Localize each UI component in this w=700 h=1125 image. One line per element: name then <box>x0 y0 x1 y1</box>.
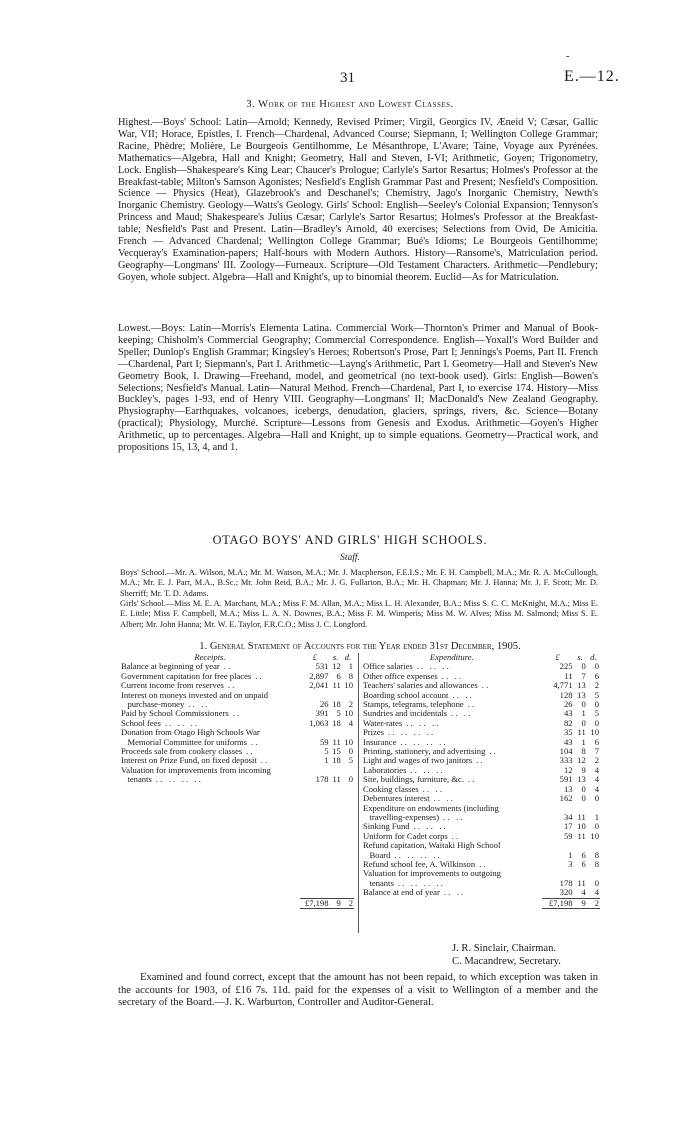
document-id: E.—12. <box>564 68 620 85</box>
expenditure-item-leader: . . . . <box>443 811 463 822</box>
expenditure-amount-s: 13 <box>577 774 586 785</box>
expenditure-total-row <box>362 898 600 908</box>
expenditure-amount-d: 4 <box>594 783 599 794</box>
expenditure-item-leader: . . <box>481 680 489 691</box>
expenditure-item-label: travelling-expenses) <box>363 811 440 822</box>
expenditure-item-label: Sundries and incidentals <box>363 708 448 719</box>
receipts-amount-l: 531 <box>315 661 329 672</box>
receipts-spacer-cell <box>120 841 354 850</box>
column-divider <box>358 653 359 933</box>
receipts-amount-l: 59 <box>319 736 329 747</box>
receipts-spacer-cell <box>120 785 354 794</box>
receipts-amount-s: 11 <box>332 680 341 691</box>
expenditure-amount-d: 0 <box>594 699 599 710</box>
expenditure-amount-d: 0 <box>594 793 599 804</box>
expenditure-item-label: Printing, stationery, and advertising <box>363 746 486 757</box>
receipts-item-label: tenants <box>121 774 152 785</box>
expenditure-amount-s: 8 <box>581 746 586 757</box>
expenditure-item-leader: . . . . . . <box>410 764 443 775</box>
expenditure-amount-d: 0 <box>594 877 599 888</box>
expenditure-amount-l: 104 <box>559 746 573 757</box>
expenditure-amount-d: 2 <box>594 680 599 691</box>
receipts-amount-d: 1 <box>348 661 353 672</box>
receipts-amount-s: 12 <box>332 661 341 672</box>
expenditure-item-leader: . . <box>479 858 486 869</box>
receipts-table <box>120 653 354 909</box>
expenditure-item-label: Teachers' salaries and allowances <box>363 680 478 691</box>
expenditure-item-leader: . . . . . . . . <box>400 736 446 747</box>
receipts-spacer-row <box>120 841 354 850</box>
receipts-item-label: purchase-money <box>121 699 185 710</box>
expenditure-amount-d: 6 <box>594 736 599 747</box>
receipts-spacer-cell <box>120 869 354 878</box>
pence-header: d. <box>344 652 352 662</box>
expenditure-amount-s: 0 <box>581 783 586 794</box>
receipts-item-leader: . . <box>232 708 240 719</box>
expenditure-amount-s: 9 <box>581 764 586 775</box>
pence-header: d. <box>590 652 597 662</box>
receipts-spacer-cell <box>120 879 354 888</box>
receipts-spacer-row <box>120 860 354 869</box>
receipts-amount-s: 15 <box>332 746 341 757</box>
expenditure-amount-s: 12 <box>577 755 586 766</box>
expenditure-amount-l: 225 <box>559 661 573 672</box>
accounts-title: 1. General Statement of Accounts for the Year ended 31st December, 1905. <box>199 641 521 652</box>
expenditure-item-label: Insurance <box>363 736 397 747</box>
receipts-amount-d: 10 <box>344 736 353 747</box>
section-heading: 3. Work of the Highest and Lowest Classes. <box>246 99 454 110</box>
receipts-item-label: School fees <box>121 717 161 728</box>
expenditure-amount-s: 11 <box>577 727 586 738</box>
expenditure-item-label: Board <box>363 849 391 860</box>
receipts-item-leader: . . . . . . . . <box>155 774 201 785</box>
expenditure-item-leader: . . . . . . <box>416 661 449 672</box>
receipts-item-label: Balance at beginning of year <box>121 661 220 672</box>
expenditure-amount-l: 4,771 <box>553 680 573 691</box>
expenditure-amount-d: 4 <box>594 887 599 898</box>
receipts-spacer-row <box>120 879 354 888</box>
audit-note: Examined and found correct, except that the amount has not been repaid, to which exception was taken in the accounts for 1903, of £16 7s. 11d. paid for the expenses of a visit to Wellington of a member and the secretary of the Board.—J. K. Warburton, Controller and Auditor-General. <box>118 972 598 1009</box>
receipts-amount-l: 391 <box>315 708 329 719</box>
expenditure-amount-l: 333 <box>559 755 573 766</box>
expenditure-item-leader: . . . . <box>443 887 464 898</box>
expenditure-amount-l: 11 <box>564 670 573 681</box>
expenditure-amount-s: 4 <box>581 887 586 898</box>
expenditure-amount-l: 35 <box>563 727 573 738</box>
receipts-total-s: 9 <box>330 898 342 908</box>
receipts-item-leader: . . <box>223 661 231 672</box>
receipts-spacer-cell <box>120 813 354 822</box>
expenditure-amount-s: 11 <box>577 877 586 888</box>
expenditure-amount-s: 11 <box>577 811 586 822</box>
receipts-spacer-cell <box>120 794 354 803</box>
expenditure-amount-d: 10 <box>590 830 599 841</box>
receipts-item-leader: . . . . <box>188 699 208 710</box>
expenditure-amount-d: 0 <box>594 717 599 728</box>
receipts-item-leader: . . <box>246 746 253 757</box>
receipts-item-label: Interest on Prize Fund, on fixed deposit <box>121 755 257 766</box>
receipts-total-d: 2 <box>342 898 354 908</box>
receipts-spacer-cell <box>120 832 354 841</box>
expenditure-amount-s: 13 <box>577 680 586 691</box>
expenditure-amount-d: 6 <box>594 670 599 681</box>
expenditure-amount-s: 7 <box>581 670 586 681</box>
expenditure-amount-l: 12 <box>563 764 573 775</box>
expenditure-item-label: Office salaries <box>363 661 413 672</box>
expenditure-item-leader: . . . . . . . . <box>394 849 440 860</box>
expenditure-item-leader: . . . . . . . . <box>388 727 434 738</box>
top-mark: - <box>566 50 570 62</box>
receipts-spacer-cell <box>120 851 354 860</box>
expenditure-amount-l: 178 <box>559 877 573 888</box>
receipts-item-leader: . . <box>260 755 268 766</box>
expenditure-item-label: Boarding school account <box>363 689 449 700</box>
expenditure-item-leader: . . . . <box>433 793 453 804</box>
receipts-item-label: Donation from Otago High Schools War <box>121 727 260 738</box>
pound-header: £ <box>312 652 317 662</box>
receipts-spacer-row <box>120 794 354 803</box>
receipts-spacer-row <box>120 822 354 831</box>
expenditure-total-l: £7,198 <box>542 898 574 908</box>
expenditure-item-label: Refund school fee, A. Wilkinson <box>363 858 476 869</box>
receipts-amount-s: 18 <box>332 755 341 766</box>
receipts-row <box>120 775 354 784</box>
expenditure-item-leader: . . <box>467 699 475 710</box>
expenditure-amount-l: 59 <box>563 830 573 841</box>
expenditure-item-label: tenants <box>363 877 394 888</box>
receipts-amount-d: 4 <box>348 717 353 728</box>
expenditure-amount-d: 4 <box>594 774 599 785</box>
school-title: OTAGO BOYS' AND GIRLS' HIGH SCHOOLS. <box>212 533 488 547</box>
expenditure-item-label: Balance at end of year <box>363 887 440 898</box>
receipts-spacer-row <box>120 888 354 898</box>
expenditure-item-label: Light and wages of two janitors <box>363 755 473 766</box>
expenditure-amount-d: 1 <box>594 811 599 822</box>
expenditure-item-label: Cooking classes <box>363 783 419 794</box>
expenditure-amount-l: 3 <box>568 858 573 869</box>
receipts-amount-d: 2 <box>348 699 353 710</box>
expenditure-amount-d: 4 <box>594 764 599 775</box>
receipts-spacer-row <box>120 869 354 878</box>
receipts-spacer-cell <box>120 888 354 898</box>
expenditure-item-label: Laboratories <box>363 764 407 775</box>
receipts-total-blank <box>120 898 300 908</box>
expenditure-amount-s: 6 <box>581 858 586 869</box>
receipts-spacer-cell <box>120 860 354 869</box>
expenditure-total-d: 2 <box>587 898 600 908</box>
receipts-total-row <box>120 898 354 908</box>
expenditure-item-leader: . . . . . . <box>413 821 446 832</box>
highest-classes-paragraph: Highest.—Boys' School: Latin—Arnold; Kennedy, Revised Primer; Virgil, Georgics IV, Æneid V; Cæsar, Gallic War, VII; Horace, Epistles, I. French—Chardenal, Advanced Course; Siepmann, I; Wellington College Grammar; Racine, Phèdre; Molière, Le Bourgeois Gentilhomme, Le Mésanthrope, L'Avare; Taine, Voyage aux Pyrénées. Mathematics—Algebra, Hall and Knight; Geometry, Hall and Steven, I-VI; Arithmetic, Goyen; Trigonometry, Lock. English—Shakespeare's King Lear; Chaucer's Prologue; Carlyle's Sartor Resartus; Holmes's Professor at the Breakfast-table; Milton's Samson Agonistes; Nesfield's English Grammar Past and Present; Nesfield's Composition. Science — Physics (Heat), Glazebrook's and Deschanel's; Chemistry, Jago's Inorganic Chemistry, Newth's Inorganic Chemistry. Geology—Watts's Geology. Girls' School: English—Seeley's Colonial Expansion; Tennyson's Princess and Maud; Shakespeare's Julius Cæsar; Carlyle's Sartor Resartus; Holmes's Professor at the Breakfast-table; Nesfield's Past and Present. Latin—Bradley's Arnold, 40 exercises; Selections from Ovid, De Amicitia. French — Advanced Chardenal; Wellington College Grammar; Bué's Idioms; Le Bourgeois Gentilhomme; Vecqueray's Examination-papers; Half-hours with Modern Authors. History—Ransome's, Matriculation period. Geography—Longmans' III. Zoology—Furneaux. Scripture—Old Testament Characters. Arithmetic—Pendlebury; Goyen, whole subject. Algebra—Hall and Knight's, up to binomial theorem. Euclid—As for Matriculation. <box>118 117 598 283</box>
expenditure-total-s: 9 <box>574 898 587 908</box>
expenditure-amount-s: 13 <box>577 689 586 700</box>
expenditure-amount-l: 320 <box>559 887 573 898</box>
expenditure-item-leader: . . . . <box>441 670 462 681</box>
receipts-item-label: Interest on moneys invested and on unpaid <box>121 689 269 700</box>
expenditure-amount-d: 0 <box>594 661 599 672</box>
receipts-spacer-row <box>120 804 354 813</box>
expenditure-item-label: Uniform for Cadet corps <box>363 830 448 841</box>
expenditure-item-label: Expenditure on endowments (including <box>363 802 499 813</box>
expenditure-amount-l: 128 <box>559 689 573 700</box>
expenditure-amount-l: 17 <box>563 821 573 832</box>
expenditure-item-leader: . . <box>467 774 475 785</box>
expenditure-item-label: Other office expenses <box>363 670 438 681</box>
expenditure-amount-l: 162 <box>559 793 573 804</box>
receipts-item-leader: . . <box>251 736 258 747</box>
receipts-spacer-row <box>120 813 354 822</box>
expenditure-amount-s: 0 <box>581 717 586 728</box>
expenditure-amount-d: 2 <box>594 755 599 766</box>
expenditure-amount-l: 34 <box>563 811 573 822</box>
expenditure-amount-s: 1 <box>581 708 586 719</box>
expenditure-amount-d: 7 <box>594 746 599 757</box>
expenditure-amount-s: 0 <box>581 793 586 804</box>
expenditure-amount-s: 0 <box>581 699 586 710</box>
expenditure-amount-l: 26 <box>563 699 573 710</box>
expenditure-amount-l: 1 <box>568 849 573 860</box>
lowest-classes-paragraph: Lowest.—Boys: Latin—Morris's Elementa Latina. Commercial Work—Thornton's Primer and Manual of Book-keeping; Chisholm's Commercial Geography; Commercial Correspondence. English—Yoxall's Word Builder and Speller; Dunlop's English Grammar; Kingsley's Heroes; Robertson's Prose, Part I; Jennings's Poems, Part II. French—Chardenal, Part I; Siepmann's, Part I. Arithmetic—Layng's Arithmetic, Part I. Geometry—Hall and Steven's New Geometry Book, I. Drawing—Freehand, model, and geometrical (no text-book used). Girls: English—Bowen's Selections; Nesfield's Manual. Latin—Natural Method. French—Chardenal, Part I, to exercise 174. History—Miss Buckley's, pages 1-93, end of Henry VIII. Geography—Longmans' II; MacDonald's New Zealand Geography. Physiography—Earthquakes, volcanoes, icebergs, denudation, glaciers, springs, rivers, &c. Science—Botany (practical); Physiology, Murché. Scripture—Lessons from Genesis and Exodus. Arithmetic—Goyen's Higher Arithmetic, up to percentages. Algebra—Hall and Knight, up to simple equations. Geometry—Practical work, and propositions 15, 13, 4, and 1. <box>118 323 598 454</box>
receipts-item-label: Government capitation for free places <box>121 670 252 681</box>
receipts-amount-l: 5 <box>324 746 329 757</box>
expenditure-table <box>362 653 600 909</box>
expenditure-amount-l: 43 <box>563 736 573 747</box>
expenditure-amount-d: 8 <box>594 849 599 860</box>
receipts-total-l: £7,198 <box>300 898 330 908</box>
expenditure-amount-d: 8 <box>594 858 599 869</box>
receipts-heading: Receipts. <box>194 652 226 662</box>
expenditure-amount-l: 43 <box>563 708 573 719</box>
expenditure-amount-s: 11 <box>577 830 586 841</box>
receipts-amount-s: 18 <box>332 717 341 728</box>
girls-staff-list: Girls' School.—Miss M. E. A. Marchant, M.A.; Miss F. M. Allan, M.A.; Miss L. H. Alexander, B.A.; Miss S. C. C. McKnight, M.A.; Miss E. E. Little; Miss F. Campbell, M.A.; Miss L. A. N. Downes, B.A.; Miss F. M. Wimperis; Miss M. W. Alves; Miss M. Salmond; Miss S. E. Albert; Mr. John Hanna; Mr. W. E. Taylor, F.R.C.O.; Miss J. C. Longford. <box>120 599 598 629</box>
expenditure-item-leader: . . . . . . . . <box>397 877 443 888</box>
expenditure-item-label: Stamps, telegrams, telephone <box>363 699 464 710</box>
expenditure-item-label: Refund capitation, Waitaki High School <box>363 840 501 851</box>
pound-header: £ <box>555 652 560 662</box>
chairman-signature: J. R. Sinclair, Chairman. <box>452 943 557 954</box>
expenditure-row <box>362 888 600 898</box>
expenditure-amount-d: 5 <box>594 708 599 719</box>
expenditure-amount-s: 0 <box>581 661 586 672</box>
boys-staff-list: Boys' School.—Mr. A. Wilson, M.A.; Mr. M. Watson, M.A.; Mr. J. Macpherson, F.E.I.S.; Mr. F. H. Campbell, M.A.; Mr. R. A. McCullough, M.A.; Mr. E. J. Parr, M.A., B.Sc.; Mr. John Reid, B.A.; Mr. J. G. Fullarton, B.A.; Mr. H. Chapman; Mr. J. Hanna; Mr. J. F. Scott; Mr. D. Sherriff; Mr. T. D. Adams. <box>120 568 598 598</box>
receipts-amount-s: 11 <box>332 736 341 747</box>
receipts-item-leader: . . . . . . <box>164 717 198 728</box>
receipts-amount-d: 5 <box>348 755 353 766</box>
receipts-amount-s: 6 <box>336 670 341 681</box>
receipts-item-label: Current income from reserves <box>121 680 224 691</box>
receipts-item-label: Valuation for improvements from incoming <box>121 764 271 775</box>
receipts-amount-d: 8 <box>348 670 353 681</box>
receipts-amount-d: 0 <box>348 774 353 785</box>
expenditure-item-label: Prizes <box>363 727 385 738</box>
receipts-spacer-row <box>120 851 354 860</box>
receipts-amount-s: 5 <box>336 708 341 719</box>
expenditure-item-leader: . . . . . . <box>406 717 439 728</box>
receipts-amount-d: 10 <box>344 708 353 719</box>
expenditure-amount-d: 0 <box>594 821 599 832</box>
expenditure-amount-s: 1 <box>581 736 586 747</box>
expenditure-total-blank <box>362 898 542 908</box>
expenditure-item-leader: . . . . <box>452 689 472 700</box>
receipts-amount-l: 26 <box>319 699 329 710</box>
receipts-amount-l: 1 <box>324 755 329 766</box>
expenditure-item-leader: . . <box>451 830 459 841</box>
receipts-spacer-row <box>120 832 354 841</box>
expenditure-amount-s: 6 <box>581 849 586 860</box>
receipts-item-label: Paid by School Commissioners <box>121 708 229 719</box>
receipts-item-leader: . . <box>255 670 262 681</box>
shilling-header: s. <box>577 652 583 662</box>
receipts-item-label: Memorial Committee for uniforms <box>121 736 248 747</box>
receipts-spacer-cell <box>120 804 354 813</box>
receipts-amount-l: 2,041 <box>309 680 329 691</box>
expenditure-amount-l: 13 <box>563 783 573 794</box>
expenditure-amount-l: 82 <box>563 717 573 728</box>
shilling-header: s. <box>332 652 339 662</box>
receipts-amount-l: 178 <box>315 774 329 785</box>
expenditure-item-leader: . . <box>489 746 496 757</box>
expenditure-amount-l: 591 <box>559 774 573 785</box>
expenditure-item-leader: . . . . <box>451 708 471 719</box>
receipts-item-label: Proceeds sale from cookery classes <box>121 746 243 757</box>
receipts-spacer-row <box>120 785 354 794</box>
expenditure-item-label: Valuation for improvements to outgoing <box>363 868 501 879</box>
expenditure-item-label: Debentures interest <box>363 793 430 804</box>
expenditure-item-label: Site, buildings, furniture, &c. <box>363 774 464 785</box>
expenditure-amount-s: 10 <box>577 821 586 832</box>
receipts-amount-l: 1,063 <box>309 717 329 728</box>
expenditure-item-label: Sinking Fund <box>363 821 410 832</box>
secretary-signature: C. Macandrew, Secretary. <box>452 956 561 967</box>
receipts-spacer-cell <box>120 822 354 831</box>
receipts-amount-s: 11 <box>332 774 341 785</box>
expenditure-heading: Expenditure. <box>429 652 474 662</box>
receipts-amount-d: 0 <box>348 746 353 757</box>
expenditure-item-cell <box>362 888 542 898</box>
receipts-item-leader: . . <box>227 680 235 691</box>
receipts-amount-l: 2,897 <box>309 670 329 681</box>
page-number: 31 <box>340 70 355 86</box>
expenditure-item-leader: . . <box>476 755 483 766</box>
expenditure-item-label: Water-rates <box>363 717 403 728</box>
receipts-item-cell <box>120 775 300 784</box>
expenditure-item-leader: . . . . <box>422 783 442 794</box>
receipts-amount-d: 10 <box>344 680 353 691</box>
staff-heading: Staff. <box>340 553 360 563</box>
receipts-amount-s: 18 <box>332 699 341 710</box>
expenditure-amount-d: 5 <box>594 689 599 700</box>
expenditure-amount-d: 10 <box>590 727 599 738</box>
